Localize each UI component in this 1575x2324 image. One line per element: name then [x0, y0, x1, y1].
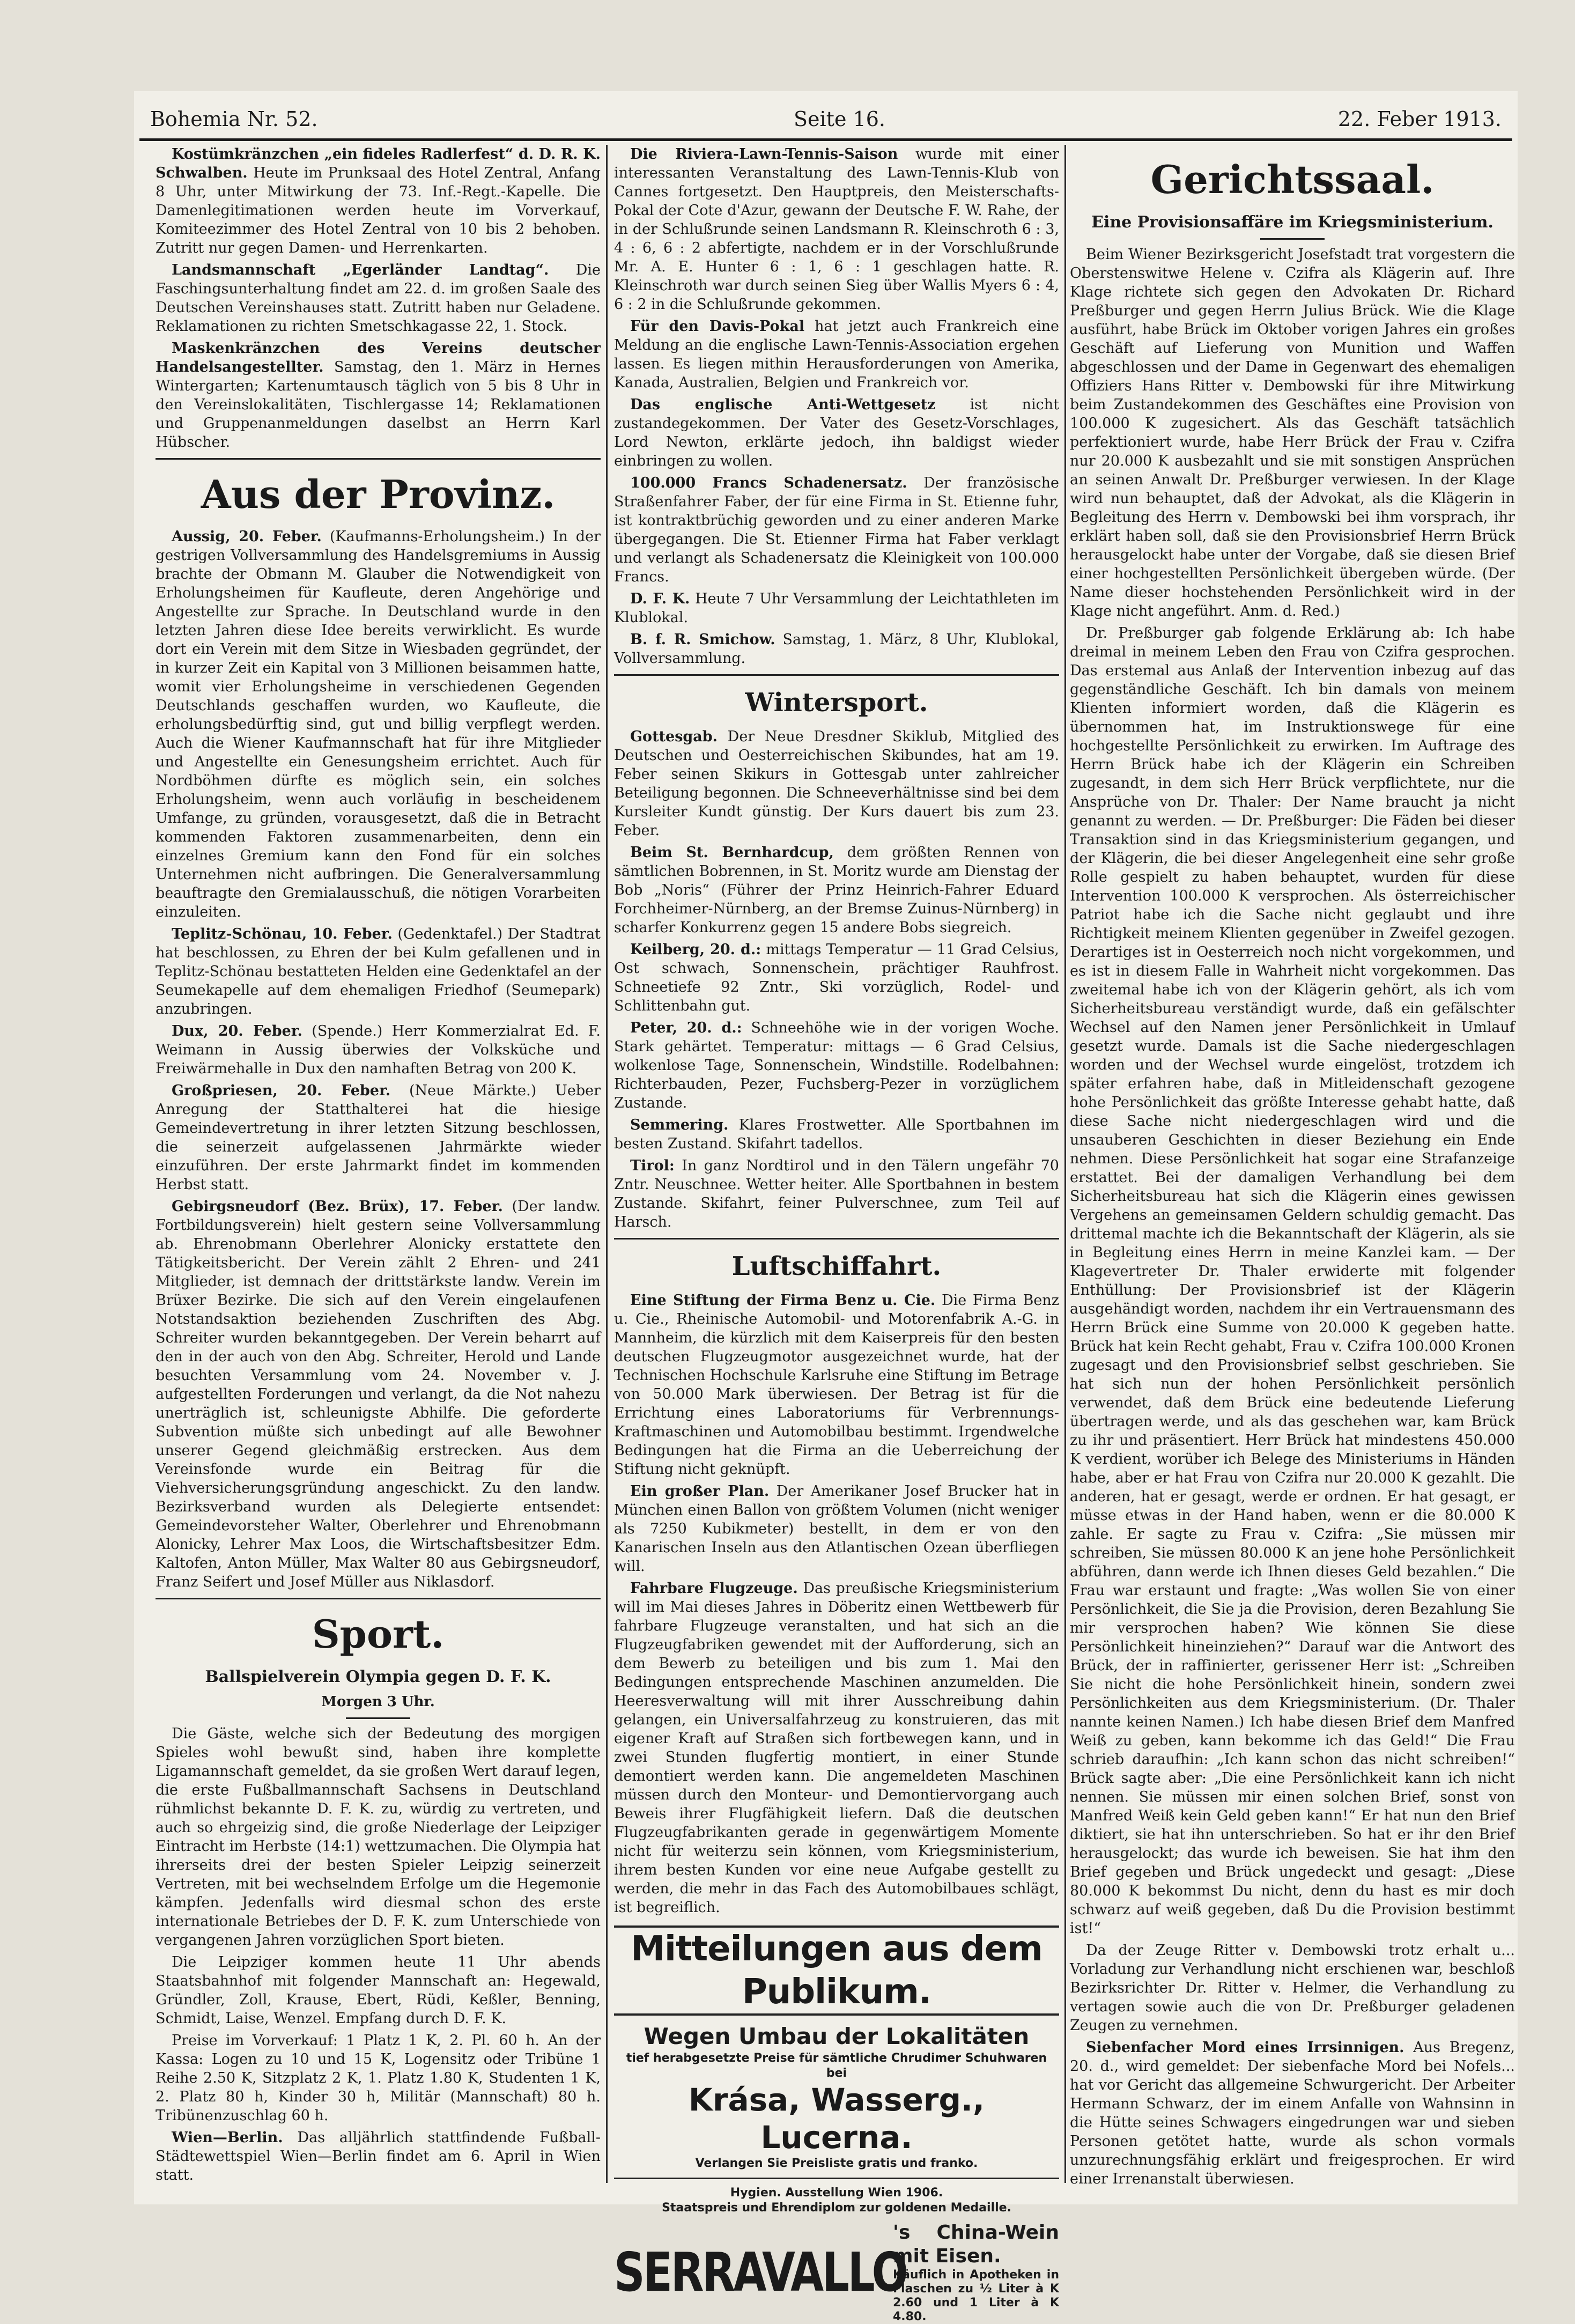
- article-text: Da der Zeuge Ritter v. Dembowski trotz erhalt u... Vorladung zur Verhandlung nicht erschienen war, beschloß Bezirksrichter Dr. Ritter v. Helmer, die Verhandlung zu vertagen sowie auch die von Dr. Preßburger geladenen Zeugen zu vernehmen.: [1070, 1942, 1515, 2034]
- article-text: ist nicht zustandegekommen. Der Vater des Gesetz-Vorschlages, Lord Newton, erklärte jedoch, ihn baldigst wieder einbringen zu wollen.: [614, 396, 1059, 469]
- article-text: (Der landw. Fortbildungsverein) hielt gestern seine Vollversammlung ab. Ehrenobmann Oberlehrer Alonicky erstattete den Tätigkeitsbericht. Der Verein zählt 2 Ehren- und 241 Mitglieder, ist demnach der drittstärkste landw. Verein im Brüxer Bezirke. Die sich auf den Verein eingelaufenen Notstandsaktion beziehenden Zuschriften des Abg. Schreiter wurden bekanntgegeben. Der Verein beharrt auf den in der auch von den Abg. Schreiter, Herold und Lande besuchten Versammlung vom 24. November v. J. aufgestellten Forderungen und verlangt, da die Not nahezu unerträglich ist, schleunigste Abhilfe. Die geforderte Subvention müßte sich unbedingt auf alle Bewohner unserer Gegend gleichmäßig erstrecken. Aus dem Vereinsfonde wurde ein Beitrag für die Viehversicherungsgründung angeschickt. Zu den landw. Bezirksverband wurden als Delegierte entsendet: Gemeindevorsteher Walter, Oberlehrer und Ehrenobmann Alonicky, Lehrer Max Loos, die Wirtschaftsbesitzer Edm. Kaltofen, Anton Müller, Max Walter 80 aus Gebirgsneudorf, Franz Seifert und Josef Müller aus Niklasdorf.: [156, 1198, 601, 1590]
- article-paragraph: [614, 1579, 1059, 1917]
- article-lead: Eine Stiftung der Firma Benz u. Cie.: [630, 1292, 936, 1309]
- article-lead: Die Riviera-Lawn-Tennis-Saison: [630, 146, 898, 163]
- article-lead: Semmering.: [630, 1117, 729, 1133]
- ads-header: Mitteilungen aus dem Publikum.: [614, 1925, 1059, 2016]
- article-lead: Tirol:: [630, 1157, 675, 1174]
- article-paragraph: [156, 339, 601, 452]
- article-text: Klares Frostwetter. Alle Sportbahnen im besten Zustand. Skifahrt tadellos.: [614, 1117, 1059, 1152]
- article-lead: Maskenkränzchen des Vereins deutscher Handelsangestellter.: [156, 340, 601, 375]
- article-text: dem größten Rennen von sämtlichen Bobrennen, in St. Moritz wurde am Dienstag der Bob „Noris“ (Führer der Prinz Heinrich-Fahrer Eduard Forchheimer-Nürnberg, an der Bremse Zuinus-Nürnberg) in scharfer Konkurrenz gegen 15 andere Bobs siegreich.: [614, 844, 1059, 936]
- article-text: Heute 7 Uhr Versammlung der Leichtathleten im Klublokal.: [614, 591, 1059, 626]
- article-text: hat jetzt auch Frankreich eine Meldung an die englische Lawn-Tennis-Association ergehen lassen. Es liegen mithin Herausforderungen von Amerika, Kanada, Australien, Belgien und Frankreich vor.: [614, 318, 1059, 391]
- article-paragraph: [156, 1953, 601, 2028]
- article-paragraph: [614, 1291, 1059, 1479]
- article-text: (Neue Märkte.) Ueber Anregung der Statthalterei hat die hiesige Gemeindevertretung in ihrer letzten Sitzung beschlossen, die seinerzeit aufgelassenen Jahrmärkte wieder einzuführen. Der erste Jahrmarkt findet im kommenden Herbst statt.: [156, 1082, 601, 1193]
- ad-serravallo-award: Staatspreis und Ehrendiplom zur goldenen Medaille.: [662, 2201, 1011, 2215]
- article-text: (Spende.) Herr Kommerzialrat Ed. F. Weimann in Aussig überwies der Volksküche und Freiwärmehalle in Dux den namhaften Betrag von 200 K.: [156, 1023, 601, 1077]
- article-paragraph: [614, 1482, 1059, 1576]
- page-header: [134, 102, 1518, 139]
- article-paragraph: [1070, 1941, 1515, 2035]
- article-lead: Gebirgsneudorf (Bez. Brüx), 17. Feber.: [172, 1198, 503, 1215]
- article-lead: Teplitz-Schönau, 10. Feber.: [172, 926, 393, 942]
- article-text: Dr. Preßburger gab folgende Erklärung ab: Ich habe dreimal in meinem Leben den Frau von Czifra gesprochen. Das erstemal aus Anlaß der Intervention inbezug auf das gegenständliche Geschäft. Ich bin damals von meinem Klienten informiert worden, daß die Klägerin es übernommen hat, im Instruktionswege für eine hochgestellte Persönlichkeit zu erwirken. Im Auftrage des Herrn Brück habe ich der Klägerin ein Schreiben zugesandt, in dem sich Herr Brück verpflichtete, nur die Ansprüche von Dr. Thaler: Der Name braucht ja nicht genannt zu werden. — Dr. Preßburger: Die Fäden bei dieser Transaktion sind in das Kriegsministerium gegangen, und der Klägerin, die bei dieser Angelegenheit eine sehr große Rolle gespielt zu haben behauptet, wurden für diese Intervention 100.000 K versprochen. Als österreichischer Patriot habe ich die Sache nicht geglaubt und ihre Richtigkeit meinem Klienten gegenüber in Zweifel gezogen. Derartiges ist in Oesterreich noch nicht vorgekommen, und es ist in diesem Falle in Wahrheit nicht vorgekommen. Das zweitemal habe ich von der Klägerin gehört, als ich vom Sicherheitsbureau verständigt wurde, daß ein gefälschter Wechsel auf den Namen jener Persönlichkeit in Umlauf gesetzt wurde. Damals ist die Sache niedergeschlagen worden und der Wechsel wurde eingelöst, trotzdem ich später erfahren habe, daß in Mitleidenschaft gezogene hohe Persönlichkeit das größte Interesse gehabt hatte, daß diese Sache nicht niedergeschlagen wird und die unsauberen Geschichten in dieser Beziehung ein Ende nehmen. Diese Persönlichkeit hat sogar eine Strafanzeige erstattet. Bei der damaligen Verhandlung bei dem Sicherheitsbureau hat sich die Klägerin eines gewissen Vergehens an gemeinsamen Geldern schuldig gemacht. Das drittemal machte ich die Bekanntschaft der Klägerin, als sie in Begleitung eines Herrn in meine Kanzlei kam. — Der Klagevertreter Dr. Thaler erwiderte mit folgender Enthüllung: Der Provisionsbrief ist der Klägerin ausgehändigt worden, nachdem ihr ein Vertrauensmann des Herrn Brück eine Summe von 20.000 K gegeben hatte. Brück hat kein Recht gehabt, Frau v. Czifra 100.000 Kronen zugesagt und den Provisionsbrief selbst geschrieben. Sie hat sich nun der hohen Persönlichkeit persönlich verwendet, daß dem Brück eine bedeutende Lieferung übertragen werde, und als das geschehen war, kam Brück zu ihr und präsentiert. Herr Brück hat mindestens 450.000 K verdient, worüber ich Belege des Ministeriums in Händen habe, aber er hat Frau von Czifra nur 20.000 K gezahlt. Die anderen, hat er gesagt, werde er ordnen. Er hat gesagt, er müsse etwas in der Hand haben, wenn er die 80.000 K zahle. Er sagte zu Frau v. Czifra: „Sie müssen mir schreiben, Sie müssen 80.000 K an jene hohe Persönlichkeit abführen, dann werde ich Ihnen dieses Geld bezahlen.“ Die Frau war erstaunt und fragte: „Was wollen Sie von einer Persönlichkeit, die Sie ja die Provision, deren Bezahlung Sie mir versprochen haben? Wie können Sie diese Persönlichkeit hineinziehen?“ Darauf war die Antwort des Brück, der in raffinierter, gerissener Herr ist: „Schreiben Sie nicht die hohe Persönlichkeit hinein, sondern zwei Persönlichkeiten aus dem Kriegsministerium. (Dr. Thaler nannte keinen Namen.) Ich habe diesen Brief dem Manfred Weiß zu geben, kann bekomme ich das Geld!“ Die Frau schrieb daraufhin: „Ich kann schon das nicht schreiben!“ Brück sagte aber: „Die eine Persönlichkeit kann ich nicht nennen. Sie müssen mir einen solchen Brief, sonst von Manfred Weiß kein Geld geben kann!“ Er hat nun den Brief diktiert, sie hat ihn unterschrieben. So hat er ihr den Brief herausgelockt; das wurde ich beweisen. Sie hat ihm den Brief gegeben und Brück ungedeckt und gesagt: „Diese 80.000 K bekommst Du nicht, denn du hast es mir doch schwarz auf weiß gegeben, daß Du die Provision bestimmt ist!“: [1070, 625, 1515, 1937]
- ad-serravallo-exhibition: Hygien. Ausstellung Wien 1906.: [730, 2186, 943, 2200]
- article-text: Die Leipziger kommen heute 11 Uhr abends Staatsbahnhof mit folgender Mannschaft an: Hegewald, Gründler, Zoll, Krause, Ebert, Rüdi, Keßler, Benning, Schmidt, Laise, Wenzel. Empfang durch D. F. K.: [156, 1954, 601, 2027]
- section-rule: [156, 1598, 601, 1599]
- article-paragraph: [156, 1022, 601, 1078]
- article-paragraph: [614, 589, 1059, 627]
- article-paragraph: [156, 2128, 601, 2185]
- article-paragraph: [614, 1116, 1059, 1153]
- column-2: [614, 145, 1059, 2323]
- article-paragraph: [156, 145, 601, 257]
- article-text: Beim Wiener Bezirksgericht Josefstadt trat vorgestern die Oberstenswitwe Helene v. Czifra als Klägerin auf. Ihre Klage richtete sich gegen den Advokaten Dr. Richard Preßburger und gegen Herrn Julius Brück. Wie die Klage ausführt, habe Brück im Oktober vorigen Jahres ein großes Geschäft auf Lieferung von Munition und Waffen abgeschlossen und der Dame in Gegenwart des ehemaligen Offiziers Hans Ritter v. Dembowski für ihre Mitwirkung beim Zustandekommen des Geschäftes eine Provision von 100.000 K zugesichert. Als das Geschäft tatsächlich perfektioniert wurde, habe Herr Brück der Frau v. Czifra nur 20.000 K ausbezahlt und sie mit sonstigen Ansprüchen an seinen Anwalt Dr. Preßburger verwiesen. In der Klage wird nun behauptet, daß der Advokat, als die Klägerin in Begleitung des Herrn v. Dembowski bei ihm vorsprach, ihr erklärt haben soll, daß sie den Provisionsbrief Herrn Brück herausgelockt habe unter der Vorgabe, daß sie diesen Brief einer hochgestellten Persönlichkeit übergeben würde. (Der Name dieser hochstehenden Persönlichkeit wird in der Klage nicht angeführt. Anm. d. Red.): [1070, 246, 1515, 619]
- article-text: Der französische Straßenfahrer Faber, der für eine Firma in St. Etienne fuhr, ist kontraktbrüchig geworden und zu einer anderen Marke übergegangen. Die St. Etienner Firma hat Faber verklagt und verlangt als Schadenersatz die Kleinigkeit von 100.000 Francs.: [614, 475, 1059, 585]
- article-lead: B. f. R. Smichow.: [630, 631, 775, 648]
- article-lead: Für den Davis-Pokal: [630, 318, 805, 335]
- article-lead: Fahrbare Flugzeuge.: [630, 1580, 798, 1597]
- article-text: Der Amerikaner Josef Brucker hat in München einen Ballon von größtem Volumen (nicht weniger als 7250 Kubikmeter) bestellt, in dem er von den Kanarischen Inseln aus den Atlantischen Ozean überfliegen will.: [614, 1483, 1059, 1575]
- article-paragraph: [614, 395, 1059, 470]
- header-rule: [139, 138, 1512, 141]
- article-text: Die Firma Benz u. Cie., Rheinische Automobil- und Motorenfabrik A.-G. in Mannheim, die kürzlich mit dem Kaiserpreis für den besten deutschen Flugzeugmotor ausgezeichnet wurde, hat der Technischen Hochschule Karlsruhe eine Stiftung im Betrage von 50.000 Mark überwiesen. Der Betrag ist für die Errichtung eines Laboratoriums für Verbrennungs-Kraftmaschinen und Automobilbau bestimmt. Irgendwelche Bedingungen hat die Firma an die Ueberreichung der Stiftung nicht geknüpft.: [614, 1292, 1059, 1478]
- article-lead: Großpriesen, 20. Feber.: [172, 1082, 391, 1099]
- article-lead: Das englische Anti-Wettgesetz: [630, 396, 936, 413]
- article-paragraph: [156, 261, 601, 336]
- article-lead: Keilberg, 20. d.:: [630, 941, 761, 958]
- article-lead: Peter, 20. d.:: [630, 1020, 742, 1036]
- ad-serravallo: [614, 2221, 1059, 2324]
- article-text: In ganz Nordtirol und in den Tälern ungefähr 70 Zntr. Neuschnee. Wetter heiter. Alle Sportbahnen in bestem Zustande. Skifahrt, feiner Pulverschnee, zum Teil auf Harsch.: [614, 1157, 1059, 1230]
- article-text: Samstag, den 1. März in Hernes Wintergarten; Kartenumtausch täglich von 5 bis 8 Uhr in den Vereinslokalitäten, Tischlergasse 14; Reklamationen und Gruppenanmeldungen daselbst an Herrn Karl Hübscher.: [156, 359, 601, 451]
- ad-umbau-footer: Verlangen Sie Preisliste gratis und franko.: [695, 2157, 978, 2170]
- article-lead: Wien—Berlin.: [172, 2129, 283, 2146]
- article-paragraph: [156, 1081, 601, 1194]
- ad-rule: [614, 2178, 1059, 2179]
- article-paragraph: [1070, 2038, 1515, 2188]
- article-text: Schneehöhe wie in der vorigen Woche. Stark gehärtet. Temperatur: mittags — 6 Grad Celsius, wolkenlose Tage, Sonnenschein, Windstille. Rodelbahnen: Richterbauden, Pezer, Fuchsberg-Pezer in vorzüglichem Zustande.: [614, 1020, 1059, 1111]
- article-title: Eine Provisionsaffäre im Kriegsministerium.: [1091, 213, 1493, 232]
- article-paragraph: [156, 527, 601, 921]
- ad-umbau-title: Wegen Umbau der Lokalitäten: [644, 2023, 1030, 2049]
- article-text: wurde mit einer interessanten Veranstaltung des Lawn-Tennis-Klub von Cannes fortgesetzt. Den Hauptpreis, den Meisterschafts-Pokal der Cote d'Azur, gewann der Deutsche F. W. Rahe, der in der Schlußrunde seinen Landsmann R. Kleinschroth 6 : 3, 4 : 6, 6 : 2 abfertigte, nachdem er in der Vorschlußrunde Mr. A. E. Hunter 6 : 1, 6 : 1 geschlagen hatte. R. Kleinschroth war durch seinen Sieg über Wallis Myers 6 : 4, 6 : 2 in die Schlußrunde gekommen.: [614, 146, 1059, 313]
- article-text: Das alljährlich stattfindende Fußball-Städtewettspiel Wien—Berlin findet am 6. April in Wien statt.: [156, 2129, 601, 2183]
- article-paragraph: [614, 145, 1059, 314]
- article-paragraph: [156, 1197, 601, 1591]
- article-paragraph: [614, 474, 1059, 586]
- article-paragraph: [156, 925, 601, 1019]
- article-lead: Siebenfacher Mord eines Irrsinnigen.: [1086, 2039, 1404, 2056]
- article-lead: Landsmannschaft „Egerländer Landtag“.: [172, 262, 549, 278]
- article-text: Heute im Prunksaal des Hotel Zentral, Anfang 8 Uhr, unter Mitwirkung der 73. Inf.-Regt.-Kapelle. Die Damenlegitimationen werden heute im Vorverkauf, Komiteezimmer des Hotel Zentral von 10 bis 2 behoben. Zutritt nur gegen Damen- und Herrenkarten.: [156, 165, 601, 256]
- article-lead: Aussig, 20. Feber.: [172, 528, 322, 545]
- article-lead: 100.000 Francs Schadenersatz.: [630, 475, 907, 491]
- article-paragraph: [1070, 245, 1515, 621]
- section-heading-provinz: Aus der Provinz.: [201, 471, 556, 517]
- article-text: (Gedenktafel.) Der Stadtrat hat beschlossen, zu Ehren der bei Kulm gefallenen und in Teplitz-Schönau bestatteten Helden eine Gedenktafel an der Seumekapelle auf dem ehemaligen Friedhof (Seumepark) anzubringen.: [156, 926, 601, 1017]
- section-heading-sport: Sport.: [312, 1611, 445, 1657]
- article-lead: Ein großer Plan.: [630, 1483, 770, 1500]
- column-divider: [1064, 145, 1066, 2183]
- article-lead: Beim St. Bernhardcup,: [630, 844, 834, 861]
- article-text: mittags Temperatur — 11 Grad Celsius, Ost schwach, Sonnenschein, prächtiger Rauhfrost. Schneetiefe 92 Zntr., Ski vorzüglich, Rodel- und Schlittenbahn gut.: [614, 941, 1059, 1014]
- column-1: [156, 145, 601, 2194]
- article-lead: D. F. K.: [630, 591, 690, 607]
- article-paragraph: [614, 1156, 1059, 1231]
- column-divider: [606, 145, 608, 2183]
- article-text: (Kaufmanns-Erholungsheim.) In der gestrigen Vollversammlung des Handelsgremiums in Aussig brachte der Obmann M. Glauber die Notwendigkeit von Erholungsheimen für Kaufleute, deren Angehörige und Angestellte zur Sprache. In Deutschland wurde in den letzten Jahren diese Idee bereits verwirklicht. Es wurde dort ein Verein mit dem Sitze in Wiesbaden gegründet, der in kurzer Zeit ein Kapital von 3 Millionen beisammen hatte, womit vier Erholungsheime in verschiedenen Gegenden Deutschlands geschaffen wurden, wo Kaufleute, die erholungsbedürftig sind, gut und billig verpflegt werden. Auch die Wiener Kaufmannschaft hat für ihre Mitglieder und Angestellte ein Genesungsheim errichtet. Auch für Nordböhmen dürfte es möglich sein, ein solches Erholungsheim, wenn auch vorläufig in bescheidenem Umfange, zu gründen, vorausgesetzt, daß die in Betracht kommenden Faktoren zusammenarbeiten, denn ein einzelnes Gremium kann den Fond für ein solches Unternehmen nicht aufbringen. Die Generalversammlung beauftragte den Gremialausschuß, die nötigen Vorarbeiten einzuleiten.: [156, 528, 601, 920]
- section-heading-wintersport: Wintersport.: [745, 688, 928, 718]
- title-rule: [346, 1717, 410, 1719]
- page-number: Seite 16.: [794, 107, 885, 131]
- issue-number: Bohemia Nr. 52.: [150, 107, 318, 131]
- article-paragraph: [614, 1019, 1059, 1112]
- article-paragraph: [614, 317, 1059, 392]
- column-3: [1070, 145, 1515, 2194]
- article-paragraph: [614, 630, 1059, 668]
- article-lead: Gottesgab.: [630, 728, 718, 745]
- article-text: Der Neue Dresdner Skiklub, Mitglied des Deutschen und Oesterreichischen Skibundes, hat am 19. Feber seinen Skikurs in Gottesgab unter zahlreicher Beteiligung begonnen. Die Schneeverhältnisse sind bei dem Kursleiter Kundt günstig. Der Kurs dauert bis zum 23. Feber.: [614, 728, 1059, 839]
- ad-serravallo-price: Käuflich in Apotheken in Flaschen zu ½ Liter à K 2.60 und 1 Liter à K 4.80.: [893, 2268, 1059, 2323]
- section-heading-gerichtssaal: Gerichtssaal.: [1150, 157, 1434, 202]
- article-lead: Kostümkränzchen „ein fideles Radlerfest“ d. D. R. K. Schwalben.: [156, 146, 601, 181]
- ad-serravallo-product: 's China-Wein mit Eisen.: [893, 2222, 1059, 2267]
- article-paragraph: [156, 2031, 601, 2125]
- article-subtitle: Morgen 3 Uhr.: [321, 1694, 435, 1710]
- article-paragraph: [614, 727, 1059, 840]
- section-rule: [614, 674, 1059, 676]
- article-paragraph: [614, 843, 1059, 937]
- article-text: Die Gäste, welche sich der Bedeutung des morgigen Spieles wohl bewußt sind, haben ihre komplette Ligamannschaft gemeldet, da sie großen Wert darauf legen, die erste Fußballmannschaft Sachsens in Deutschland rühmlichst bekannte D. F. K. zu, würdig zu vertreten, und auch so ehrgeizig sind, die große Niederlage der Leipziger Eintracht im Herbste (14:1) wettzumachen. Die Olympia hat ihrerseits drei der besten Spieler Leipzig seinerzeit Vertreten, mit bei wechselndem Erfolge um die Hegemonie kämpfen. Jedenfalls wird diesmal schon des erste internationale Betriebes der D. F. K. zum Unterschiede von vergangenen Jahren vorzüglichen Sport bieten.: [156, 1725, 601, 1949]
- article-title: Ballspielverein Olympia gegen D. F. K.: [205, 1668, 551, 1686]
- title-rule: [1260, 238, 1325, 240]
- ad-serravallo-brand: SERRAVALLO: [614, 2241, 907, 2304]
- article-paragraph: [1070, 624, 1515, 1938]
- section-rule: [156, 458, 601, 460]
- article-paragraph: [614, 940, 1059, 1015]
- article-text: Das preußische Kriegsministerium will im Mai dieses Jahres in Döberitz einen Wettbewerb für fahrbare Flugzeuge veranstalten, und hat sich an die Flugzeugfabriken gewendet mit der Aufforderung, sich an dem Bewerb zu beteiligen und bis zum 1. Mai den Bedingungen entsprechende Maschinen anzumelden. Die Heeresverwaltung will mit ihrer Ausschreibung dahin gelangen, ein Universalfahrzeug zu konstruieren, das mit eigener Kraft auf Straßen sich fortbewegen kann, und in zwei Stunden flugfertig montiert, in einer Stunde demontiert werden kann. Die angemeldeten Maschinen müssen durch den Monteur- und Demontiervorgang auch Beweis ihrer Flugfähigkeit liefern. Daß die deutschen Flugzeugfabrikanten gerade in gegenwärtigem Momente nicht für weiterzu sein können, vom Kriegsministerium, ihrem besten Kunden vor eine neue Aufgabe gestellt zu werden, die mehr in das Fach des Automobilbaues schlägt, ist begreiflich.: [614, 1580, 1059, 1916]
- issue-date: 22. Feber 1913.: [1337, 107, 1502, 131]
- article-lead: Dux, 20. Feber.: [172, 1023, 302, 1039]
- section-heading-luftschiffahrt: Luftschiffahrt.: [731, 1251, 942, 1281]
- newspaper-page: [134, 91, 1518, 2323]
- ad-umbau-text: tief herabgesetzte Preise für sämtliche Chrudimer Schuhwaren bei: [626, 2052, 1047, 2080]
- section-rule: [614, 1238, 1059, 1240]
- article-text: Die Faschingsunterhaltung findet am 22. d. im großen Saale des Deutschen Vereinshauses statt. Zutritt haben nur Geladene. Reklamationen zu richten Smetschkagasse 22, 1. Stock.: [156, 262, 601, 335]
- ad-serravallo-details: [893, 2221, 1059, 2324]
- ad-umbau-brand: Krása, Wasserg., Lucerna.: [688, 2082, 985, 2156]
- article-text: Preise im Vorverkauf: 1 Platz 1 K, 2. Pl. 60 h. An der Kassa: Logen zu 10 und 15 K, Logensitz oder Tribüne 1 Reihe 2.50 K, Sitzplatz 2 K, 1. Platz 1.80 K, Studenten 1 K, 2. Platz 80 h, Kinder 30 h, Militär (Mannschaft) 80 h. Tribünenzuschlag 60 h.: [156, 2032, 601, 2124]
- article-text: Aus Bregenz, 20. d., wird gemeldet: Der siebenfache Mord bei Nofels... hat vor Gericht das allgemeine Schwurgericht. Der Arbeiter Hermann Schwarz, der im einem Anfalle von Wahnsinn in die Hütte seines Schwagers eingedrungen war und sieben Personen getötet hatte, wurde als schon vormals unzurechnungsfähig erklärt und freigesprochen. Er wird einer Irrenanstalt überwiesen.: [1070, 2039, 1515, 2187]
- article-paragraph: [156, 1724, 601, 1950]
- article-text: Samstag, 1. März, 8 Uhr, Klublokal, Vollversammlung.: [614, 631, 1059, 667]
